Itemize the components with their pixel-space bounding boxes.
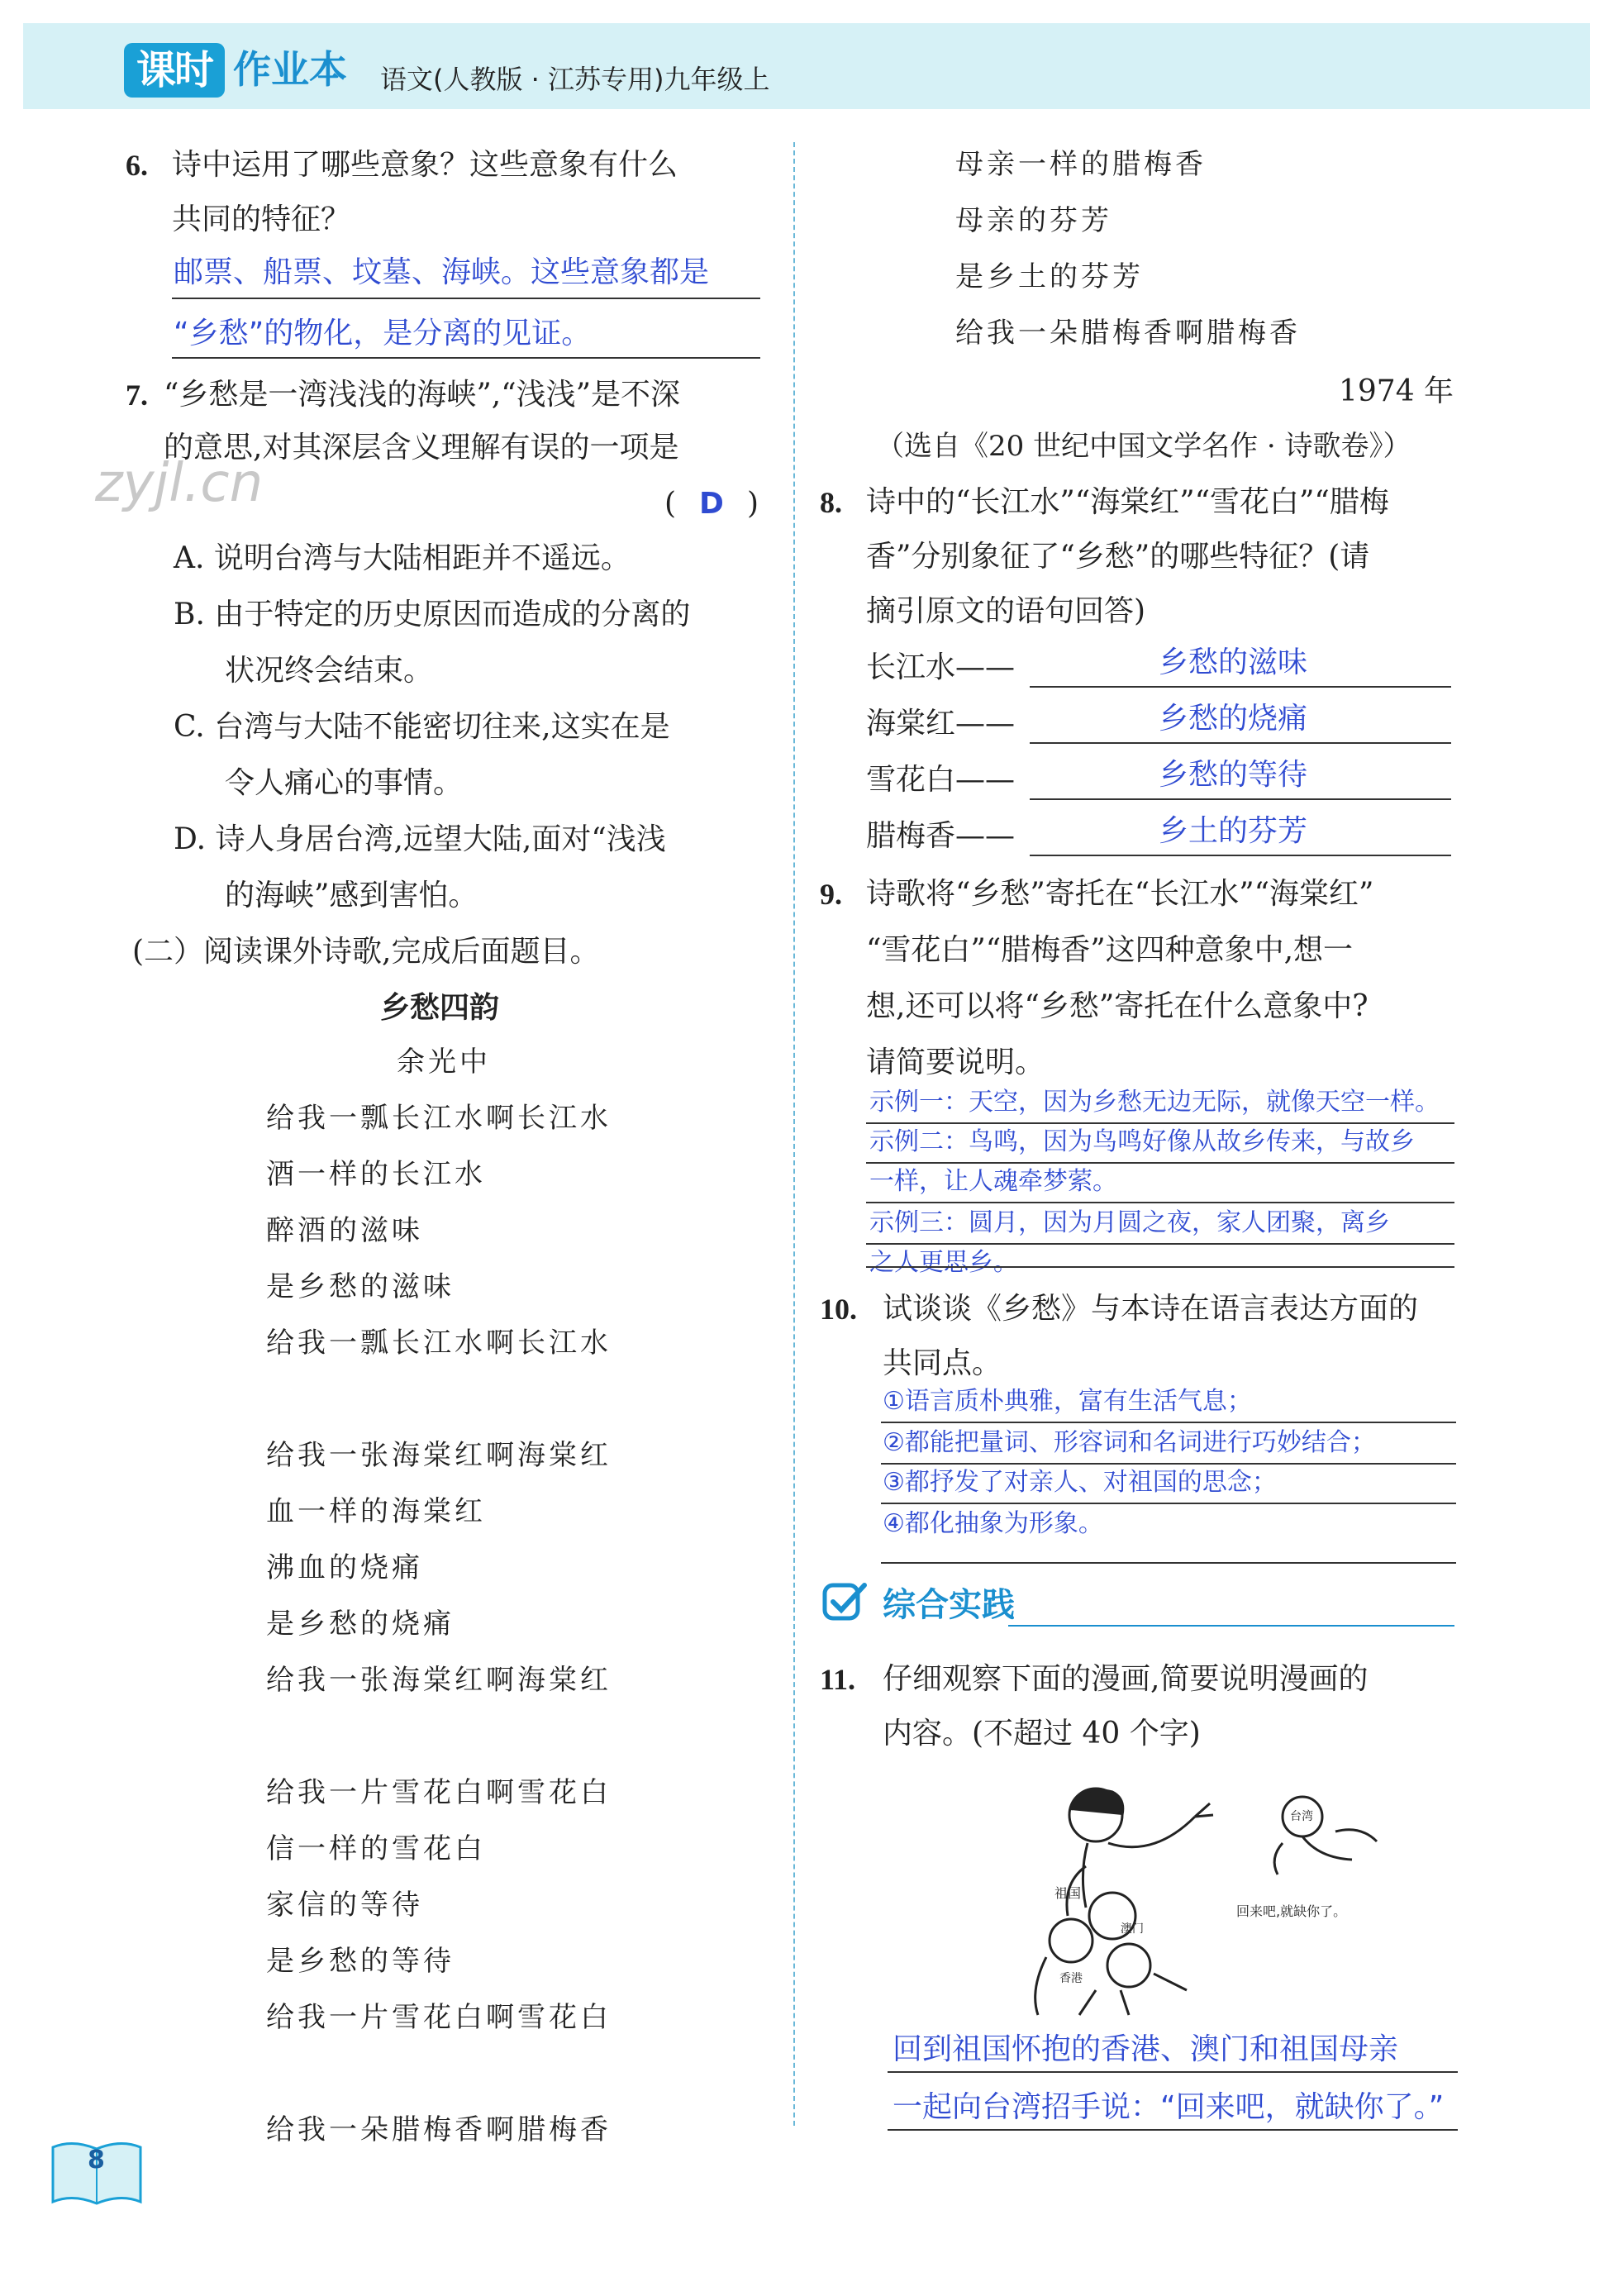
poem-line: 是乡愁的滋味 [266, 1270, 455, 1303]
answer-line [881, 1562, 1456, 1564]
q8-answer: 乡愁的等待 [1159, 758, 1308, 792]
q7-paren-close: ) [747, 487, 759, 521]
q9-answer-5: 之人更思乡。 [869, 1248, 1018, 1277]
page-number: 8 [88, 2146, 105, 2175]
q7-text-1: “乡愁是一湾浅浅的海峡”,“浅浅”是不深 [164, 378, 681, 412]
poem-line: 给我一瓢长江水啊长江水 [266, 1102, 612, 1135]
cartoon-caption: 回来吧,就缺你了。 [1236, 1903, 1347, 1919]
section-2-heading: (二）阅读课外诗歌,完成后面题目。 [132, 935, 600, 969]
q8-label: 海棠红—— [866, 707, 1016, 741]
q9-text-4: 请简要说明。 [866, 1046, 1045, 1079]
answer-line [888, 2129, 1458, 2131]
q7-option-d-1: D. 诗人身居台湾,远望大陆,面对“浅浅 [174, 822, 666, 856]
answer-line [888, 2071, 1458, 2073]
logo-mark: 课时 [124, 43, 225, 98]
poem-year: 1974 年 [1339, 374, 1454, 408]
q10-answer-2: ②都能把量词、形容词和名词进行巧妙结合； [883, 1428, 1376, 1457]
q9-answer-3: 一样，让人魂牵梦萦。 [869, 1167, 1117, 1196]
q10-number: 10. [820, 1293, 857, 1326]
q11-answer-1: 回到祖国怀抱的香港、澳门和祖国母亲 [893, 2032, 1399, 2066]
subject-title: 语文(人教版 · 江苏专用)九年级上 [380, 64, 770, 95]
q7-option-c-1: C. 台湾与大陆不能密切往来,这实在是 [174, 710, 670, 744]
q7-option-b-1: B. 由于特定的历史原因而造成的分离的 [174, 598, 691, 631]
answer-line [866, 1202, 1454, 1203]
answer-line [881, 1463, 1456, 1465]
answer-line [172, 298, 760, 299]
poem-line: 醉酒的滋味 [266, 1214, 423, 1247]
poem-line: 给我一朵腊梅香啊腊梅香 [955, 317, 1301, 350]
q7-paren-open: ( [664, 487, 677, 521]
q6-text-1: 诗中运用了哪些意象？这些意象有什么 [172, 148, 678, 182]
logo-text: 作业本 [233, 47, 347, 92]
q11-number: 11. [820, 1663, 856, 1696]
poem-line: 酒一样的长江水 [266, 1158, 486, 1191]
q8-number: 8. [820, 486, 842, 519]
answer-line [172, 357, 760, 359]
watermark: zyjl.cn [95, 453, 264, 514]
q8-label: 长江水—— [866, 650, 1016, 684]
q8-text-2: 香”分别象征了“乡愁”的哪些特征？(请 [866, 540, 1370, 574]
q9-text-3: 想,还可以将“乡愁”寄托在什么意象中? [866, 989, 1369, 1023]
q11-answer-2: 一起向台湾招手说：“回来吧，就缺你了。” [893, 2090, 1445, 2124]
poem-line: 是乡土的芬芳 [955, 260, 1144, 293]
q6-text-2: 共同的特征？ [172, 202, 351, 236]
q11-text-2: 内容。(不超过 40 个字) [883, 1717, 1201, 1751]
q9-number: 9. [820, 878, 842, 911]
section-title: 综合实践 [883, 1586, 1015, 1624]
practice-checkmark-icon [821, 1580, 871, 1627]
answer-line [1030, 855, 1451, 856]
q10-text-2: 共同点。 [883, 1346, 1002, 1380]
q6-answer-2: “乡愁”的物化，是分离的见证。 [174, 317, 592, 350]
poem-line: 是乡愁的烧痛 [266, 1608, 455, 1641]
section-underline [1008, 1625, 1454, 1627]
q6-number: 6. [126, 149, 148, 182]
q7-option-a: A. 说明台湾与大陆相距并不遥远。 [174, 541, 631, 575]
q8-text-3: 摘引原文的语句回答) [866, 594, 1146, 628]
q11-text-1: 仔细观察下面的漫画,简要说明漫画的 [883, 1662, 1369, 1696]
poem-line: 给我一片雪花白啊雪花白 [266, 2001, 612, 2034]
answer-line [881, 1422, 1456, 1423]
poem-author: 余光中 [397, 1046, 491, 1079]
answer-line [866, 1266, 1454, 1268]
q7-option-c-2: 令人痛心的事情。 [225, 766, 464, 800]
poem-title: 乡愁四韵 [380, 991, 500, 1025]
cartoon-label-macau: 澳门 [1121, 1922, 1144, 1936]
poem-line: 给我一瓢长江水啊长江水 [266, 1327, 612, 1360]
poem-line: 信一样的雪花白 [266, 1832, 486, 1865]
q10-answer-4: ④都化抽象为形象。 [883, 1509, 1103, 1538]
q8-answer: 乡愁的滋味 [1159, 645, 1308, 679]
cartoon-label-motherland: 祖国 [1054, 1885, 1082, 1901]
q10-text-1: 试谈谈《乡愁》与本诗在语言表达方面的 [883, 1292, 1419, 1326]
q8-label: 腊梅香—— [866, 819, 1016, 853]
q7-text-2: 的意思,对其深层含义理解有误的一项是 [164, 431, 679, 464]
poem-line: 是乡愁的等待 [266, 1945, 455, 1978]
q9-text-1: 诗歌将“乡愁”寄托在“长江水”“海棠红” [866, 877, 1374, 911]
q9-answer-1: 示例一：天空，因为乡愁无边无际，就像天空一样。 [869, 1088, 1440, 1117]
answer-line [866, 1243, 1454, 1245]
q10-answer-1: ①语言质朴典雅，富有生活气息； [883, 1387, 1252, 1416]
poem-line: 母亲的芬芳 [955, 204, 1112, 237]
poem-line: 家信的等待 [266, 1889, 423, 1922]
q6-answer-1: 邮票、船票、坟墓、海峡。这些意象都是 [174, 255, 710, 289]
cartoon-label-hongkong: 香港 [1059, 1972, 1083, 1985]
poem-line: 给我一朵腊梅香啊腊梅香 [266, 2113, 612, 2146]
poem-line: 给我一张海棠红啊海棠红 [266, 1439, 612, 1472]
q8-label: 雪花白—— [866, 763, 1016, 797]
q10-answer-3: ③都抒发了对亲人、对祖国的思念； [883, 1468, 1277, 1497]
q8-answer: 乡愁的烧痛 [1159, 702, 1308, 736]
poem-line: 血一样的海棠红 [266, 1495, 486, 1528]
poem-line: 母亲一样的腊梅香 [955, 148, 1207, 181]
cartoon-image [988, 1767, 1418, 2023]
answer-line [866, 1122, 1454, 1124]
answer-line [1030, 686, 1451, 688]
q7-number: 7. [126, 379, 148, 412]
poem-line: 给我一张海棠红啊海棠红 [266, 1664, 612, 1697]
answer-line [1030, 742, 1451, 744]
column-divider [793, 142, 795, 2126]
q9-answer-4: 示例三：圆月，因为月圆之夜，家人团聚，离乡 [869, 1208, 1390, 1237]
q7-option-d-2: 的海峡”感到害怕。 [225, 879, 478, 912]
q8-answer: 乡土的芬芳 [1159, 814, 1308, 848]
poem-source: （选自《20 世纪中国文学名作 · 诗歌卷》） [876, 430, 1411, 463]
q9-answer-2: 示例二：鸟鸣，因为鸟鸣好像从故乡传来，与故乡 [869, 1127, 1415, 1156]
q9-text-2: “雪花白”“腊梅香”这四种意象中,想一 [866, 933, 1354, 967]
q7-answer: D [699, 487, 724, 521]
q8-text-1: 诗中的“长江水”“海棠红”“雪花白”“腊梅 [866, 485, 1389, 519]
answer-line [1030, 798, 1451, 800]
poem-line: 给我一片雪花白啊雪花白 [266, 1776, 612, 1809]
q7-option-b-2: 状况终会结束。 [225, 654, 434, 688]
answer-line [881, 1503, 1456, 1504]
answer-line [866, 1162, 1454, 1164]
cartoon-label-taiwan: 台湾 [1290, 1810, 1313, 1823]
poem-line: 沸血的烧痛 [266, 1551, 423, 1584]
